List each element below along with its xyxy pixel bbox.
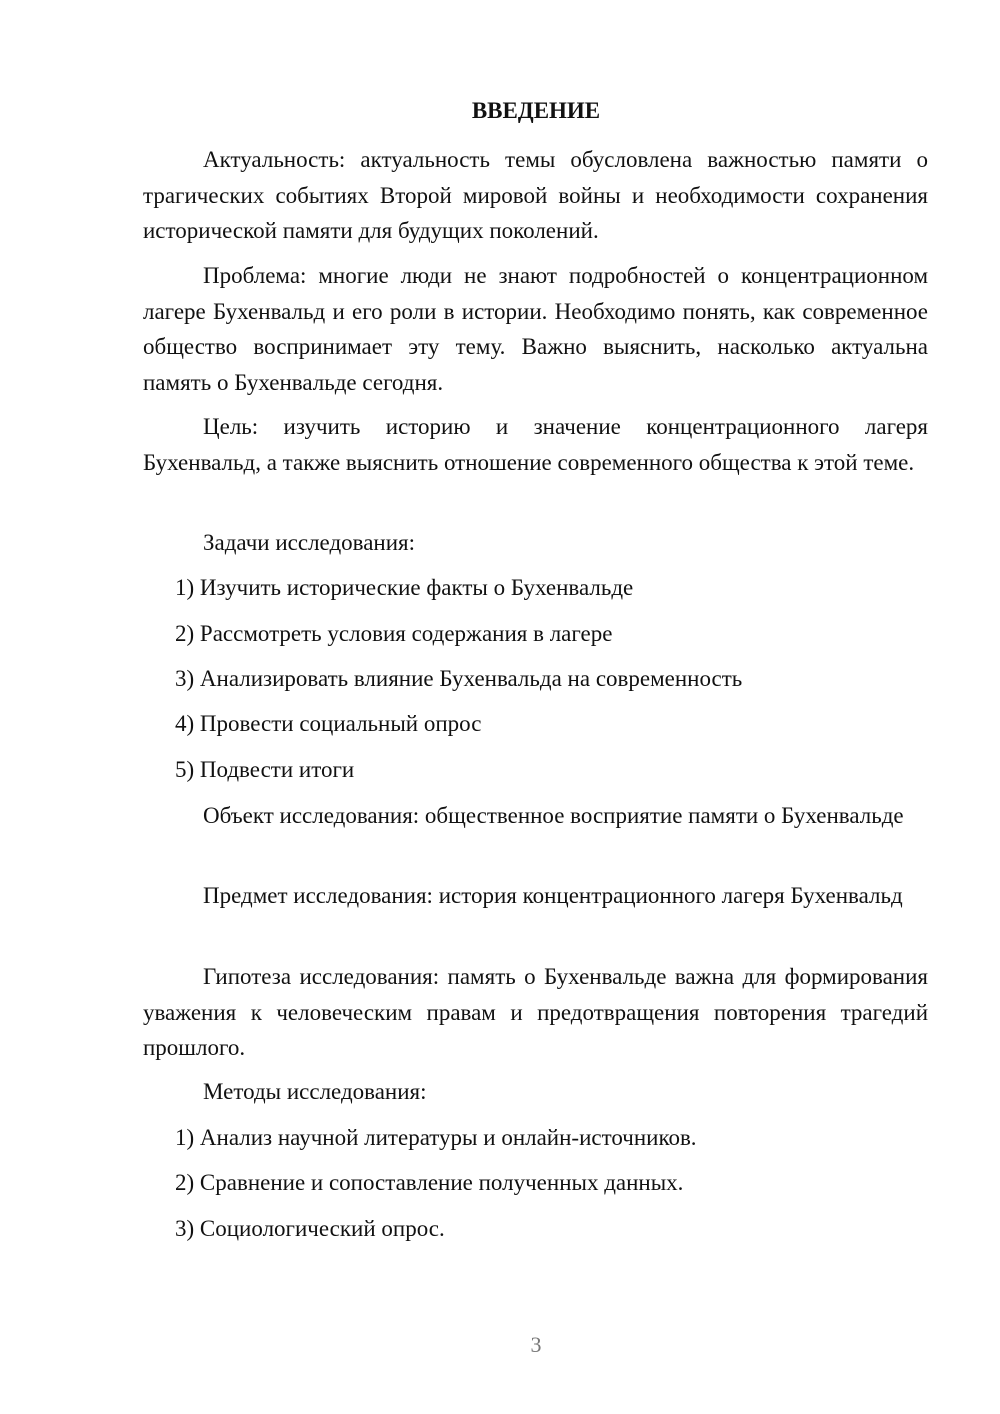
page-number: 3 [530, 1332, 542, 1357]
problem-paragraph: Проблема: многие люди не знают подробностей о концентрационном лагере Бухенвальд и его роли в истории. Необходимо понять, как современное общество воспринимает эту тему. Важно выяснить, насколько актуальна память о Бухенвальде сегодня. [143, 263, 928, 395]
tasks-heading: Задачи исследования: [203, 530, 416, 555]
subject-paragraph: Предмет исследования: история концентрационного лагеря Бухенвальд [203, 883, 903, 908]
object-paragraph: Объект исследования: общественное восприятие памяти о Бухенвальде [203, 803, 904, 828]
method-item-2: 2) Сравнение и сопоставление полученных данных. [175, 1170, 684, 1195]
relevance-paragraph: Актуальность: актуальность темы обусловлена важностью памяти о трагических событиях Второй мировой войны и необходимости сохранения исторической памяти для будущих поколений. [143, 147, 928, 243]
method-item-3: 3) Социологический опрос. [175, 1216, 445, 1241]
goal-paragraph: Цель: изучить историю и значение концентрационного лагеря Бухенвальд, а также выяснить отношение современного общества к этой теме. [143, 414, 928, 475]
method-item-1: 1) Анализ научной литературы и онлайн-источников. [175, 1125, 697, 1150]
task-item-2: 2) Рассмотреть условия содержания в лагере [175, 621, 613, 646]
hypothesis-paragraph: Гипотеза исследования: память о Бухенвальде важна для формирования уважения к человеческим правам и предотвращения повторения трагедий прошлого. [143, 964, 928, 1060]
task-item-1: 1) Изучить исторические факты о Бухенвальде [175, 575, 634, 600]
page-title: ВВЕДЕНИЕ [471, 98, 601, 123]
task-item-5: 5) Подвести итоги [175, 757, 355, 782]
task-item-3: 3) Анализировать влияние Бухенвальда на современность [175, 666, 743, 691]
task-item-4: 4) Провести социальный опрос [175, 711, 482, 736]
methods-heading: Методы исследования: [203, 1079, 427, 1104]
